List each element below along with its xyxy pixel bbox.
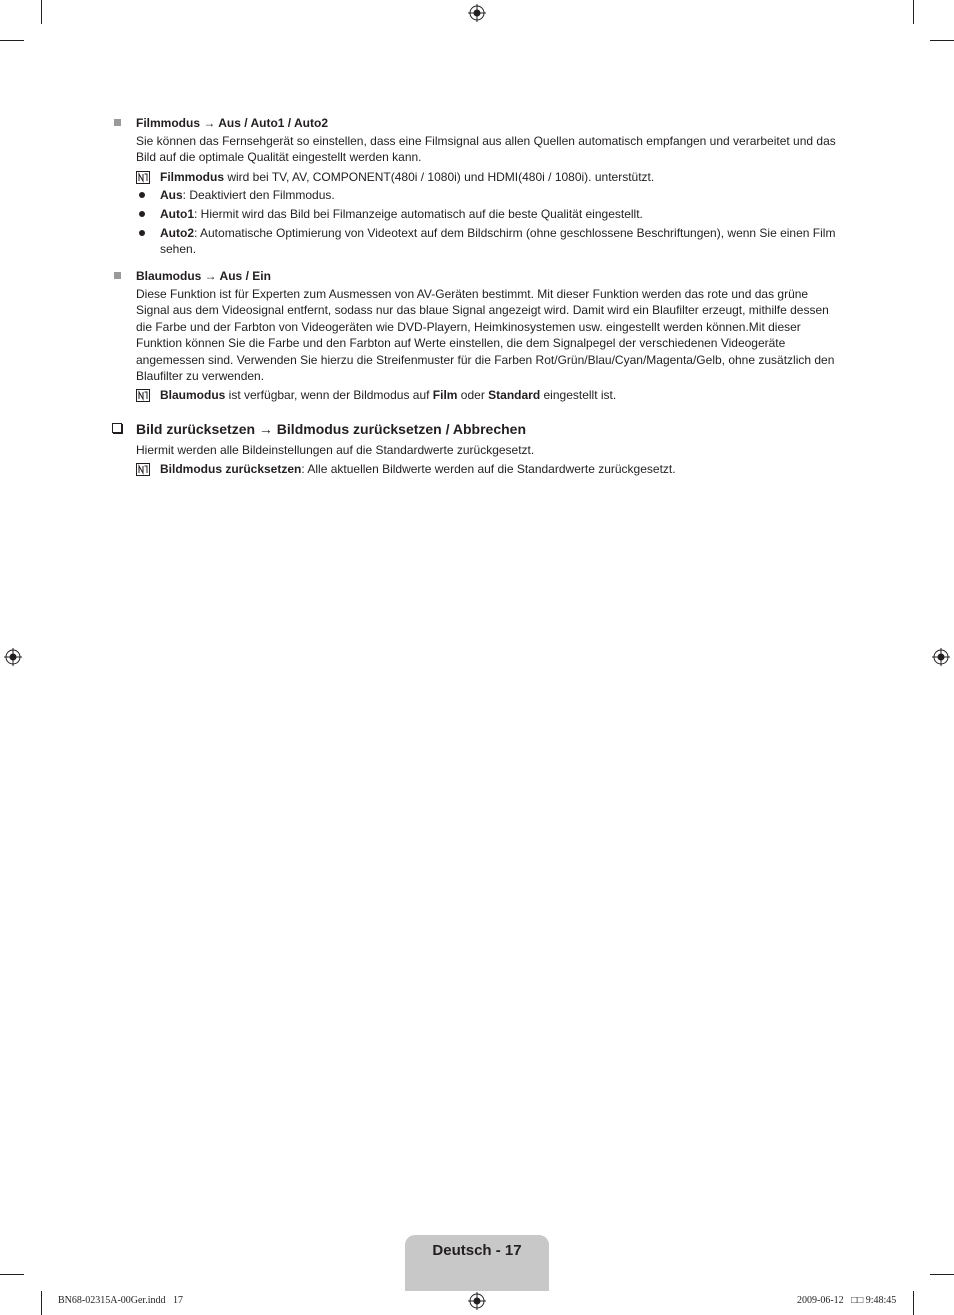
registration-mark-icon xyxy=(468,1292,486,1310)
print-slug-file: BN68-02315A-00Ger.indd 17 xyxy=(58,1295,183,1306)
item-text: : Automatische Optimierung von Videotext auf dem Bildschirm (ohne geschlossene Beschriftungen), wenn Sie einen Film sehen. xyxy=(160,226,836,257)
crop-mark xyxy=(913,1291,914,1315)
note-text: wird bei TV, AV, COMPONENT(480i / 1080i) und HDMI(480i / 1080i). unterstützt. xyxy=(224,170,655,184)
filmmodus-title: Filmmodus → Aus / Auto1 / Auto2 xyxy=(136,116,328,130)
reset-description: Hiermit werden alle Bildeinstellungen auf die Standardwerte zurückgesetzt. xyxy=(136,443,535,457)
checkbox-bullet-icon xyxy=(112,423,122,433)
crop-mark xyxy=(0,1274,24,1275)
note-icon xyxy=(136,389,150,402)
registration-mark-icon xyxy=(4,648,22,666)
blaumodus-title: Blaumodus → Aus / Ein xyxy=(136,269,271,283)
square-bullet-icon xyxy=(114,119,121,126)
note-bold: Bildmodus zurücksetzen xyxy=(160,462,302,476)
print-slug-date: 2009-06-12 □□ 9:48:45 xyxy=(797,1295,897,1306)
crop-mark xyxy=(930,40,954,41)
note-bold: Filmmodus xyxy=(160,170,225,184)
bullet-icon xyxy=(139,211,145,217)
item-text: : Deaktiviert den Filmmodus. xyxy=(182,188,335,202)
registration-mark-icon xyxy=(932,648,950,666)
item-label: Aus xyxy=(160,188,183,202)
bullet-icon xyxy=(139,192,145,198)
blaumodus-description: Diese Funktion ist für Experten zum Ausmessen von AV-Geräten bestimmt. Mit dieser Funktion werden das rote und das grüne Signal aus dem Videosignal entfernt, sodass nur das blaue Signal angezeigt wird. Damit wird ein Blaufilter erzeugt, mithilfe dessen die Farbe und der Farbton von Videogeräten wie DVD-Playern, Heimkinosystemen usw. eingestellt werden können.Mit dieser Funktion können Sie die Farbe und den Farbton auf Werte einstellen, die dem Signalpegel der verschiedenen Videogeräte angemessen sind. Verwenden Sie hierzu die Streifenmuster für die Farben Rot/Grün/Blau/Cyan/Magenta/Gelb, ohne zusätzlich den Blaufilter zu verwenden. xyxy=(136,287,835,384)
note-icon xyxy=(136,171,150,184)
filmmodus-description: Sie können das Fernsehgerät so einstellen, dass eine Filmsignal aus allen Quellen automatisch empfangen und verarbeitet und das Bild auf die optimale Qualität eingestellt werden kann. xyxy=(136,134,836,165)
crop-mark xyxy=(41,0,42,24)
registration-mark-icon xyxy=(468,4,486,22)
item-label: Auto2 xyxy=(160,226,194,240)
bullet-icon xyxy=(139,230,145,236)
crop-mark xyxy=(41,1291,42,1315)
note-bold: Film xyxy=(432,388,458,402)
item-label: Auto1 xyxy=(160,207,194,221)
item-text: : Hiermit wird das Bild bei Filmanzeige automatisch auf die beste Qualität eingestellt. xyxy=(194,207,643,221)
note-text: ist verfügbar, wenn der Bildmodus auf xyxy=(225,388,433,402)
page-number: Deutsch - 17 xyxy=(432,1242,522,1259)
square-bullet-icon xyxy=(114,272,121,279)
note-text: eingestellt ist. xyxy=(540,388,617,402)
note-icon xyxy=(136,463,150,476)
note-text: oder xyxy=(457,388,489,402)
note-text: : Alle aktuellen Bildwerte werden auf die Standardwerte zurückgesetzt. xyxy=(301,462,676,476)
note-bold: Standard xyxy=(488,388,541,402)
crop-mark xyxy=(913,0,914,24)
crop-mark xyxy=(0,40,24,41)
note-bold: Blaumodus xyxy=(160,388,226,402)
crop-mark xyxy=(930,1274,954,1275)
reset-heading: Bild zurücksetzen → Bildmodus zurücksetzen / Abbrechen xyxy=(136,421,526,437)
